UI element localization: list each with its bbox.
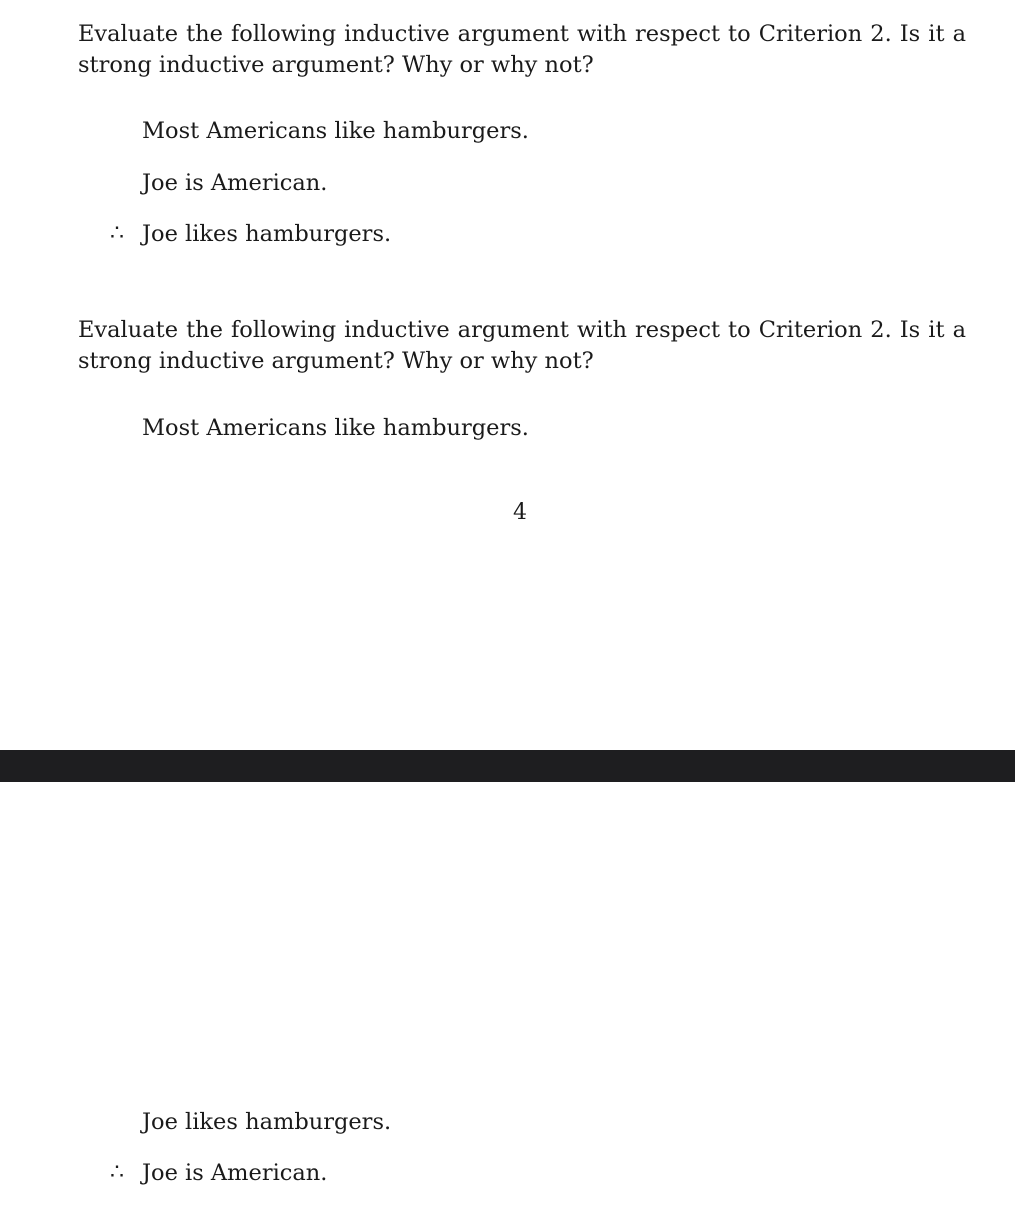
therefore-symbol: ∴: [110, 1160, 124, 1185]
question-1-conclusion: Joe likes hamburgers.: [142, 221, 392, 247]
document-page-5: [0, 782, 1015, 1210]
question-2-premise-1: Most Americans like hamburgers.: [142, 415, 529, 441]
question-2-conclusion: Joe is American.: [142, 1160, 328, 1186]
question-1-premise-1: Most Americans like hamburgers.: [142, 118, 529, 144]
page-separator: [0, 750, 1015, 782]
therefore-symbol: ∴: [110, 221, 124, 246]
question-2-premise-2: Joe likes hamburgers.: [142, 1109, 392, 1135]
question-1-premise-2: Joe is American.: [142, 170, 328, 196]
page-number: 4: [513, 500, 527, 525]
question-1-prompt: Evaluate the following inductive argument with respect to Criterion 2. Is it a strong inductive argument? Why or why not?: [78, 21, 966, 78]
question-2-prompt: Evaluate the following inductive argument with respect to Criterion 2. Is it a strong inductive argument? Why or why not?: [78, 317, 966, 374]
